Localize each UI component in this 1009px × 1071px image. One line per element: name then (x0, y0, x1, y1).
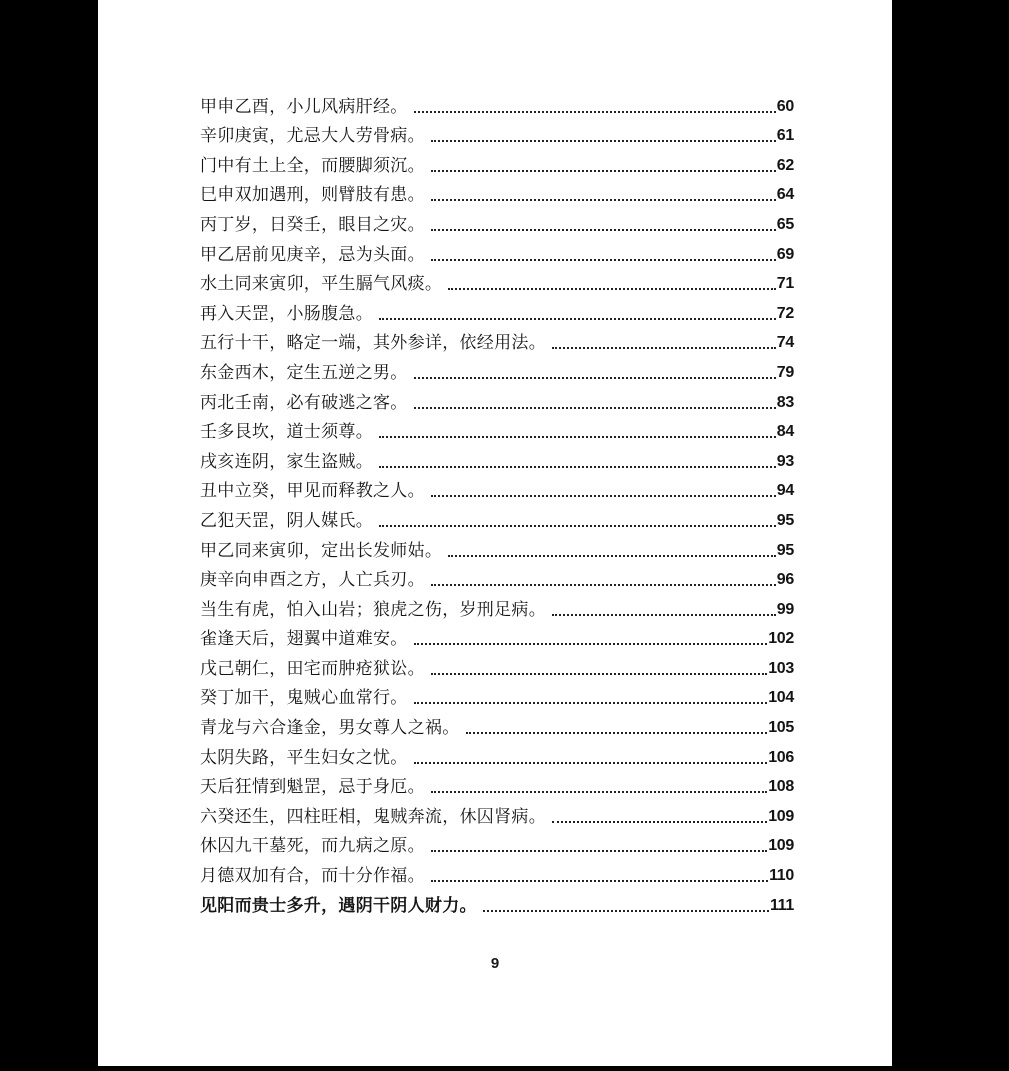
toc-entry-title: 五行十干，略定一端，其外参详，依经用法。 (200, 333, 546, 354)
toc-entry-page: 95 (776, 541, 794, 559)
toc-entry-title: 东金西木，定生五逆之男。 (200, 362, 408, 383)
dot-leader (431, 584, 776, 586)
toc-entry-page: 99 (776, 600, 794, 618)
toc-entry[interactable] (200, 148, 794, 178)
toc-entry-title: 水土同来寅卯，平生膈气风痰。 (200, 274, 443, 295)
toc-entry-page: 62 (776, 156, 794, 174)
dot-leader (431, 880, 768, 882)
dot-leader (414, 407, 776, 409)
dot-leader (379, 466, 776, 468)
toc-entry-title: 青龙与六合逢金，男女尊人之祸。 (200, 718, 460, 739)
toc-entry[interactable] (200, 740, 794, 770)
toc-entry-page: 103 (768, 659, 794, 677)
toc-entry-page: 105 (768, 719, 794, 737)
toc-entry[interactable] (200, 326, 794, 356)
toc-entry[interactable] (200, 355, 794, 385)
toc-entry-page: 61 (776, 127, 794, 145)
toc-entry[interactable] (200, 474, 794, 504)
toc-entry[interactable] (200, 178, 794, 208)
toc-entry-page: 60 (776, 97, 794, 115)
toc-entry-page: 111 (769, 896, 794, 914)
dot-leader (431, 199, 776, 201)
toc-entry[interactable] (200, 622, 794, 652)
toc-entry-title: 六癸还生，四柱旺相，鬼贼奔流，休囚肾病。 (200, 806, 546, 827)
toc-entry-page: 95 (776, 511, 794, 529)
toc-entry[interactable] (200, 888, 794, 918)
toc-entry-page: 71 (776, 275, 794, 293)
toc-entry[interactable] (200, 829, 794, 859)
toc-entry-page: 83 (776, 393, 794, 411)
toc-entry[interactable] (200, 119, 794, 149)
dot-leader (414, 643, 768, 645)
toc-entry-title: 门中有土上全，而腰脚须沉。 (200, 155, 425, 176)
toc-entry-title: 见阳而贵士多升，遇阴干阴人财力。 (200, 895, 477, 916)
toc-entry-page: 109 (768, 837, 794, 855)
toc-entry-page: 93 (776, 452, 794, 470)
dot-leader (431, 850, 767, 852)
toc-entry-page: 102 (768, 630, 794, 648)
toc-entry-title: 甲乙同来寅卯，定出长发师姑。 (200, 540, 443, 561)
toc-entry[interactable] (200, 89, 794, 119)
toc-entry[interactable] (200, 415, 794, 445)
dot-leader (431, 140, 776, 142)
dot-leader (414, 111, 776, 113)
dot-leader (431, 259, 776, 261)
toc-entry-page: 104 (768, 689, 794, 707)
toc-entry-title: 乙犯天罡，阴人媒氏。 (200, 510, 373, 531)
dot-leader (448, 555, 776, 557)
toc-entry[interactable] (200, 207, 794, 237)
toc-entry-page: 64 (776, 186, 794, 204)
document-page (98, 0, 892, 1066)
toc-entry-page: 96 (776, 571, 794, 589)
toc-entry[interactable] (200, 533, 794, 563)
toc-entry-title: 丙丁岁，日癸壬，眼目之灾。 (200, 214, 425, 235)
toc-entry-title: 庚辛向申酉之方，人亡兵刃。 (200, 570, 425, 591)
dot-leader (483, 910, 769, 912)
toc-entry-title: 丙北壬南，必有破逃之客。 (200, 392, 408, 413)
dot-leader (431, 791, 767, 793)
toc-entry-title: 月德双加有合，而十分作福。 (200, 866, 425, 887)
toc-entry-title: 辛卯庚寅，尤忌大人劳骨病。 (200, 126, 425, 147)
toc-entry-page: 79 (776, 363, 794, 381)
toc-entry[interactable] (200, 651, 794, 681)
toc-entry[interactable] (200, 503, 794, 533)
toc-entry[interactable] (200, 444, 794, 474)
dot-leader (414, 762, 768, 764)
toc-entry[interactable] (200, 858, 794, 888)
toc-entry-title: 戊己朝仁，田宅而肿疮狱讼。 (200, 658, 425, 679)
toc-entry-title: 当生有虎，怕入山岩；狼虎之伤，岁刑足病。 (200, 599, 546, 620)
toc-entry[interactable] (200, 563, 794, 593)
toc-entry[interactable] (200, 296, 794, 326)
toc-entry-title: 丑中立癸，甲见而释教之人。 (200, 481, 425, 502)
toc-entry-title: 戌亥连阴，家生盗贼。 (200, 451, 373, 472)
toc-entry-title: 巳申双加遇刑，则臂肢有患。 (200, 185, 425, 206)
toc-entry-page: 84 (776, 423, 794, 441)
toc-entry-page: 74 (776, 334, 794, 352)
toc-entry-page: 110 (769, 867, 794, 885)
toc-entry-title: 癸丁加干，鬼贼心血常行。 (200, 688, 408, 709)
dot-leader (552, 614, 776, 616)
dot-leader (552, 347, 776, 349)
dot-leader (448, 288, 776, 290)
dot-leader (379, 436, 776, 438)
toc-entry-page: 65 (776, 215, 794, 233)
toc-entry[interactable] (200, 237, 794, 267)
toc-entry-page: 109 (768, 807, 794, 825)
toc-entry[interactable] (200, 799, 794, 829)
page-number: 9 (490, 955, 500, 972)
toc-entry[interactable] (200, 770, 794, 800)
toc-entry-page: 108 (768, 778, 794, 796)
toc-entry-title: 甲乙居前见庚辛，忌为头面。 (200, 244, 425, 265)
toc-entry-page: 72 (776, 304, 794, 322)
table-of-contents (200, 89, 794, 918)
toc-entry-page: 94 (776, 482, 794, 500)
toc-entry[interactable] (200, 681, 794, 711)
toc-entry-page: 106 (768, 748, 794, 766)
dot-leader (379, 318, 776, 320)
toc-entry-title: 太阴失路，平生妇女之忧。 (200, 747, 408, 768)
toc-entry-title: 壬多艮坎，道士须尊。 (200, 422, 373, 443)
toc-entry-title: 雀逢天后，翅翼中道难安。 (200, 629, 408, 650)
toc-entry-title: 休囚九干墓死，而九病之原。 (200, 836, 425, 857)
toc-entry[interactable] (200, 592, 794, 622)
dot-leader (379, 525, 776, 527)
toc-entry-title: 再入天罡，小肠腹急。 (200, 303, 373, 324)
dot-leader (552, 821, 767, 823)
toc-entry-title: 甲申乙酉，小儿风病肝经。 (200, 96, 408, 117)
toc-entry[interactable] (200, 385, 794, 415)
dot-leader (414, 377, 776, 379)
dot-leader (414, 702, 768, 704)
dot-leader (431, 495, 776, 497)
toc-entry[interactable] (200, 710, 794, 740)
toc-entry[interactable] (200, 267, 794, 297)
dot-leader (431, 229, 776, 231)
dot-leader (431, 673, 767, 675)
dot-leader (431, 170, 776, 172)
toc-entry-page: 69 (776, 245, 794, 263)
dot-leader (466, 732, 768, 734)
toc-entry-title: 天后狂情到魁罡，忌于身厄。 (200, 777, 425, 798)
